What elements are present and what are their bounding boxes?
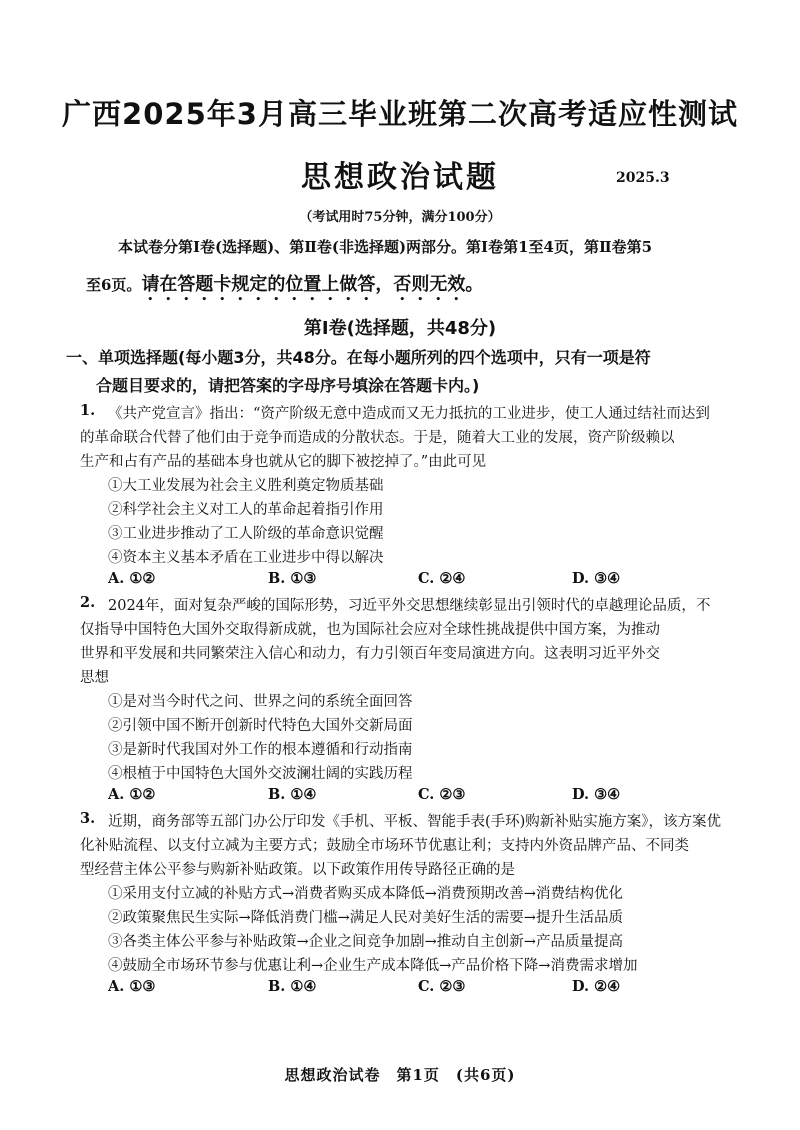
question-stem-line: 《共产党宣言》指出：“资产阶级无意中造成而又无力抵抗的工业进步，使工人通过结社而达到 [108,406,710,422]
intro-line-2 [86,270,483,305]
time-note: （考试用时75分钟，满分100分） [299,210,501,225]
answer-choice-d: D. ③④ [572,570,621,587]
question-stem-line: 型经营主体公平参与购新补贴政策。以下政策作用传导路径正确的是 [80,862,515,878]
question-option: ①是对当今时代之问、世界之问的系统全面回答 [108,694,413,710]
question-stem-line: 2024年，面对复杂严峻的国际形势，习近平外交思想继续彰显出引领时代的卓越理论品质，不 [108,598,711,614]
question-number: 3. [80,810,96,827]
question-stem-line: 化补贴流程、以支付立减为主要方式；鼓励全市场环节优惠让利；支持内外资品牌产品、不同类 [80,838,689,854]
intro-line-1: 本试卷分第Ⅰ卷(选择题)、第Ⅱ卷(非选择题)两部分。第Ⅰ卷第1至4页，第Ⅱ卷第5 [118,238,653,256]
question-option: ④资本主义基本矛盾在工业进步中得以解决 [108,550,384,566]
section-instructions-line-2: 合题目要求的，请把答案的字母序号填涂在答题卡内。) [96,376,480,395]
exam-title: 广西2025年3月高三毕业班第二次高考适应性测试 [62,97,738,131]
question-number: 2. [80,594,96,611]
answer-choice-c: C. ②③ [418,786,466,803]
section-instructions-line-1: 一、单项选择题(每小题3分，共48分。在每小题所列的四个选项中，只有一项是符 [66,348,651,367]
part-1-title: 第Ⅰ卷(选择题，共48分) [303,318,497,339]
question-option: ④鼓励全市场环节参与优惠让利→企业生产成本降低→产品价格下降→消费需求增加 [108,958,638,974]
question-option: ①采用支付立减的补贴方式→消费者购买成本降低→消费预期改善→消费结构优化 [108,886,623,902]
answer-choice-a: A. ①② [108,786,156,803]
question-stem-line: 近期，商务部等五部门办公厅印发《手机、平板、智能手表(手环)购新补贴实施方案》，该方案优 [108,814,722,830]
answer-choice-d: D. ②④ [572,978,621,995]
answer-choice-a: A. ①② [108,570,156,587]
question-option: ③工业进步推动了工人阶级的革命意识觉醒 [108,526,384,542]
answer-choice-b: B. ①④ [268,978,317,995]
exam-date: 2025.3 [616,170,670,186]
answer-choice-a: A. ①③ [108,978,156,995]
question-stem-line: 生产和占有产品的基础本身也就从它的脚下被挖掉了。”由此可见 [80,454,487,470]
question-stem-line: 思想 [80,670,109,686]
question-number: 1. [80,402,96,419]
answer-choice-c: C. ②③ [418,978,466,995]
question-option: ③各类主体公平参与补贴政策→企业之间竞争加剧→推动自主创新→产品质量提高 [108,934,623,950]
question-option: ②引领中国不断开创新时代特色大国外交新局面 [108,718,413,734]
question-option: ④根植于中国特色大国外交波澜壮阔的实践历程 [108,766,413,782]
question-stem-line: 仅指导中国特色大国外交取得新成就，也为国际社会应对全球性挑战提供中国方案，为推动 [80,622,660,638]
answer-choice-b: B. ①④ [268,786,317,803]
answer-choice-d: D. ③④ [572,786,621,803]
question-option: ②政策聚焦民生实际→降低消费门槛→满足人民对美好生活的需要→提升生活品质 [108,910,623,926]
question-option: ③是新时代我国对外工作的根本遵循和行动指南 [108,742,413,758]
answer-sheet-warning: 请在答题卡规定的位置上做答，否则无效。 [141,274,484,295]
intro-line-2-start: 至6页。 [86,276,142,294]
question-stem-line: 世界和平发展和共同繁荣注入信心和动力，有力引领百年变局演进方向。这表明习近平外交 [80,646,660,662]
question-stem-line: 的革命联合代替了他们由于竞争而造成的分散状态。于是，随着大工业的发展，资产阶级赖以 [80,430,675,446]
answer-choice-c: C. ②④ [418,570,466,587]
question-option: ①大工业发展为社会主义胜利奠定物质基础 [108,478,384,494]
page-footer: 思想政治试卷 第1页 (共6页) [284,1066,516,1084]
answer-choice-b: B. ①③ [268,570,317,587]
question-option: ②科学社会主义对工人的革命起着指引作用 [108,502,384,518]
subject-title: 思想政治试题 [301,160,499,195]
section-instructions [66,344,746,400]
